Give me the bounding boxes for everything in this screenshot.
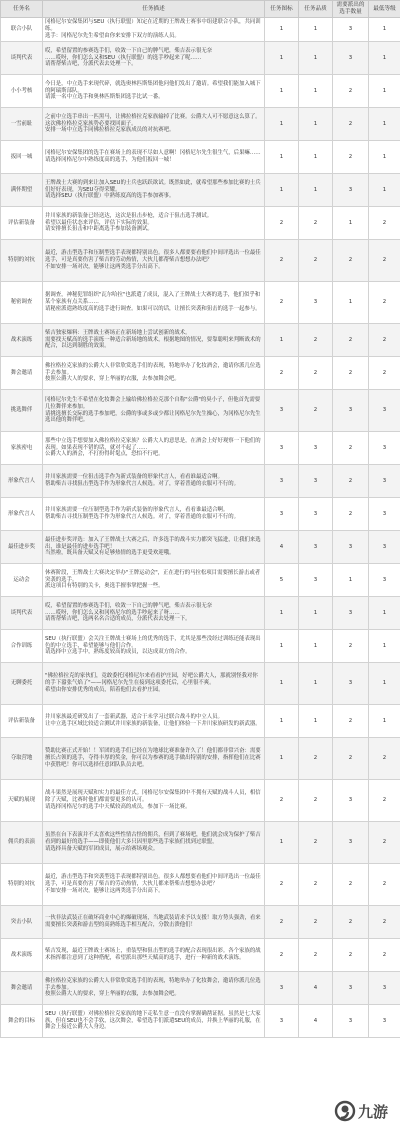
task-icon-cell: 1 xyxy=(265,738,299,780)
player-count-cell: 2 xyxy=(333,906,369,939)
task-desc-cell: 佛拉格拉克家族的公爵大人非常欣赏选手们的表现，特地举办了化妆酒会，邀请你派几位选手去参加。 按照公爵大人的要求，穿上华丽的衣服，去参加舞会吧。 xyxy=(43,357,265,390)
table-row xyxy=(1,630,400,663)
task-name-cell: 特别的対抗 xyxy=(1,240,43,282)
task-desc-cell: 今日是，中立选手来现代碎，就选奥林匹斯集团他问他们发出了邀请。希望我们能加入城下的阿瑞斯部队。 请派一名中立选手和奥林匹斯集团选手比试一番。 xyxy=(43,75,265,108)
min-level-cell: 3 xyxy=(369,390,400,432)
task-icon-cell: 1 xyxy=(265,108,299,141)
table-row xyxy=(1,1005,400,1038)
min-level-cell: 1 xyxy=(369,663,400,705)
task-quality-cell: 2 xyxy=(299,906,333,939)
player-count-cell: 1 xyxy=(333,564,369,597)
task-desc-cell: 哎，希望留置的参赛选手们，收敛一下自己的脾气吧，柴吉表示很无奈 ……哎呀，你们怎么又和SEU（执行联盟）的选手吵起来了呢…… 请帮帮柴吉吧，分派代表去处理一下。 xyxy=(43,42,265,75)
player-count-cell: 2 xyxy=(333,939,369,972)
task-icon-cell: 2 xyxy=(265,240,299,282)
task-name-cell: 战术演练 xyxy=(1,324,43,357)
table-row xyxy=(1,705,400,738)
task-name-cell: 评估新装备 xyxy=(1,207,43,240)
task-icon-cell: 1 xyxy=(265,822,299,864)
player-count-cell: 2 xyxy=(333,705,369,738)
task-name-cell: 形象代言人 xyxy=(1,465,43,498)
player-count-cell: 3 xyxy=(333,18,369,42)
min-level-cell: 2 xyxy=(369,939,400,972)
player-count-cell: 1 xyxy=(333,207,369,240)
task-quality-cell: 3 xyxy=(299,465,333,498)
task-desc-cell: 井川家族最近研发出了一套新武器，适合于未学习过联合战斗的中立人员。 让中立选手区域比较适合测试井川家族的新装备，让他们体验一下井川家族研发的新武器。 xyxy=(43,705,265,738)
task-name-cell: 最佳进步奖 xyxy=(1,531,43,564)
task-name-cell: 联合小队 xyxy=(1,18,43,42)
task-name-cell: 谈判代表 xyxy=(1,597,43,630)
min-level-cell: 3 xyxy=(369,432,400,465)
player-count-cell: 2 xyxy=(333,738,369,780)
task-name-cell: 形象代言人 xyxy=(1,498,43,531)
table-row xyxy=(1,972,400,1005)
player-count-cell: 2 xyxy=(333,108,369,141)
table-row xyxy=(1,906,400,939)
table-row xyxy=(1,174,400,207)
player-count-cell: 2 xyxy=(333,141,369,174)
min-level-cell: 1 xyxy=(369,42,400,75)
min-level-cell: 1 xyxy=(369,174,400,207)
table-row xyxy=(1,498,400,531)
header-task-desc: 任务描述 xyxy=(43,1,265,18)
task-icon-cell: 3 xyxy=(265,432,299,465)
task-desc-cell: SEU（执行联盟）会关注王牌战士赛场上的优秀的选手，尤其是那些没经过训练还能表现出色的中立选手，希望能够与他们合作。 请选择中立选手中，熟练度较高的成员，以达成双方的合作。 xyxy=(43,630,265,663)
task-quality-cell: 2 xyxy=(299,822,333,864)
table-header-row xyxy=(1,1,400,18)
task-icon-cell: 1 xyxy=(265,663,299,705)
task-quality-cell: 2 xyxy=(299,207,333,240)
table-row xyxy=(1,663,400,705)
task-icon-cell: 3 xyxy=(265,1005,299,1038)
task-desc-cell: 之前中立选手串出一匹黑马，让佛拉格拉克家族输掉了比赛。公爵大人可不愿意这么算了。这次佛拉格拉克家族势必要找回面子。 安排一场中立选手同佛拉格拉克家族成员的对抗赛吧。 xyxy=(43,108,265,141)
task-desc-cell: 井川家族需要一位狙击选手作为新式装备的形象代言人，看看谁最适合啊。 帮助柴吉寻找狙击型选手作为形象代言人候选。对了，穿着普通的衣服可不行的。 xyxy=(43,465,265,498)
task-name-cell: 舞会的目标 xyxy=(1,1005,43,1038)
task-name-cell: 突击小队 xyxy=(1,906,43,939)
header-player-count: 需要派出的选手数量 xyxy=(333,1,369,18)
task-quality-cell: 1 xyxy=(299,108,333,141)
table-row xyxy=(1,939,400,972)
task-desc-cell: 哎，希望留置的参赛选手们，收敛一下自己的脾气吧，柴吉表示很无奈 ……哎呀，你们怎么又和冈格尼尔的选手吵起来了呀…… 请帮帮柴吉吧，选两名名合适的成员，分派代表去处理一下。 xyxy=(43,597,265,630)
table-row xyxy=(1,108,400,141)
table-row xyxy=(1,432,400,465)
task-desc-cell: 那些中立选手想要加入佛拉格拉克家族？公爵大人的意思是，在酒会上好好观察一下他们的表现。如果表现不错的话，就对不起了…… 公爵大人的酒会，不打扮得时髦点，恐怕不行吧。 xyxy=(43,432,265,465)
nine-game-logo-icon xyxy=(334,1100,356,1122)
task-quality-cell: 2 xyxy=(299,324,333,357)
table-row xyxy=(1,141,400,174)
task-icon-cell: 1 xyxy=(265,630,299,663)
task-desc-cell: 最佳进步奖评选：加入了王牌战士大赛之后，许多选手的战斗实力都突飞猛进，让我们来选出，谁是最佳的进步选手吧！ 当然啦，既具备天赋又有足够热情的选手更受欢迎哦。 xyxy=(43,531,265,564)
player-count-cell: 1 xyxy=(333,282,369,324)
table-row xyxy=(1,597,400,630)
min-level-cell: 2 xyxy=(369,324,400,357)
task-icon-cell: 1 xyxy=(265,705,299,738)
task-name-cell: 评估新装备 xyxy=(1,705,43,738)
min-level-cell: 3 xyxy=(369,1005,400,1038)
header-task-icon: 任务图标 xyxy=(265,1,299,18)
task-name-cell: 舞会邀请 xyxy=(1,972,43,1005)
task-desc-cell: 虽然在台下表演并不太喜欢这些性情古怪的佣兵，但到了赛场吧，他们就会成为保护了柴吉看到的最好的选手——即使他们大多只因里那些选手家族们找到过联盟， 请选择具备天赋的军团成员，展示给赛场观众。 xyxy=(43,822,265,864)
task-icon-cell: 1 xyxy=(265,141,299,174)
task-quality-cell: 1 xyxy=(299,141,333,174)
task-icon-cell: 1 xyxy=(265,42,299,75)
table-row xyxy=(1,18,400,42)
task-name-cell: 合作训练 xyxy=(1,630,43,663)
min-level-cell: 3 xyxy=(369,498,400,531)
table-row xyxy=(1,780,400,822)
task-quality-cell: 2 xyxy=(299,357,333,390)
task-quality-cell: 2 xyxy=(299,240,333,282)
task-name-cell: 小小考核 xyxy=(1,75,43,108)
table-row xyxy=(1,564,400,597)
min-level-cell: 3 xyxy=(369,972,400,1005)
min-level-cell: 2 xyxy=(369,240,400,282)
min-level-cell: 1 xyxy=(369,597,400,630)
task-name-cell: 特别的対抗 xyxy=(1,864,43,906)
task-desc-cell: 柴吉独家爆料：王牌战士赛场正在新场地上尝试创新的战术。 需要找天赋高的选手演练一种适合新场地的战术。根据地图的情况，要靠聪明来判断战术的配合，以达到制胜的效果。 xyxy=(43,324,265,357)
task-icon-cell: 2 xyxy=(265,864,299,906)
task-desc-cell: "佛拉格拉克的家伙们，竟敢委托冈格尼尔来看看护庄园，好吧公爵大人，那就别怪我对你的手下嚣张气焰了"——冈格尼尔先生在接到这项委托后，心里很不爽。 希望由你安排优秀的成员，陪着他们去看护庄园。 xyxy=(43,663,265,705)
min-level-cell: 2 xyxy=(369,207,400,240)
task-name-cell: 挑选舞伴 xyxy=(1,390,43,432)
task-icon-cell: 5 xyxy=(265,564,299,597)
task-desc-cell: 赞助比赛正式开始！！军团的选手们已经在为地球比赛准备许久了！他们都非常兴奋：需要擅长占领的选手，夺得丰厚的奖金，你可以为参赛的选手做出特别的安排，指挥他们在比赛中获胜吧！你可以选择任意团队队员去吧。 xyxy=(43,738,265,780)
task-quality-cell: 2 xyxy=(299,780,333,822)
table-row xyxy=(1,207,400,240)
task-quality-cell: 1 xyxy=(299,75,333,108)
task-name-cell: 运动会 xyxy=(1,564,43,597)
task-name-cell: 天赋的展现 xyxy=(1,780,43,822)
player-count-cell: 3 xyxy=(333,663,369,705)
task-quality-cell: 1 xyxy=(299,174,333,207)
task-desc-cell: 冈格尼尔安保集团的选手在赛场上的表现不尽如人意啊！冈格尼尔先生很生气，后果嘛…… 请选择冈格尼尔中熟练度高的选手，为他们扳回一城！ xyxy=(43,141,265,174)
task-desc-cell: 佛拉格拉克家族的公爵大人非常欣赏选手们的表现，特地举办了化妆舞会，邀请你派几位选手去参加。 按照公爵大人的要求，穿上华丽的衣服，去参加舞会吧。 xyxy=(43,972,265,1005)
table-row xyxy=(1,864,400,906)
task-quality-cell: 1 xyxy=(299,18,333,42)
task-icon-cell: 3 xyxy=(265,972,299,1005)
task-quality-cell: 2 xyxy=(299,390,333,432)
player-count-cell: 3 xyxy=(333,597,369,630)
task-desc-cell: 据调查，神秘犯罪组织"瓦尔哈拉"也派遣了成员，混入了王牌战士大赛的选手，他们似乎和某个家族有点关系…… 请秘密派遣熟练度高的选手进行调查。如果可以的话，让擅长突袭和狙击的选手一起参与。 xyxy=(43,282,265,324)
task-name-cell: 无聊委托 xyxy=(1,663,43,705)
min-level-cell: 1 xyxy=(369,18,400,42)
player-count-cell: 2 xyxy=(333,864,369,906)
task-desc-cell: 冈格尼尔先生不希望在化妆舞会上输给佛拉格拉克那个自称"公爵"的臭小子，但他首先需要几位舞伴来参加。 请挑选擅长交际的选手参加吧，公爵的事或多或少都让冈格尼尔先生操心，为冈格尼尔先生选出他的舞伴吧。 xyxy=(43,390,265,432)
task-quality-cell: 3 xyxy=(299,282,333,324)
task-quality-cell: 2 xyxy=(299,738,333,780)
table-row xyxy=(1,738,400,780)
player-count-cell: 3 xyxy=(333,822,369,864)
task-name-cell: 战术演练 xyxy=(1,939,43,972)
player-count-cell: 3 xyxy=(333,531,369,564)
min-level-cell: 3 xyxy=(369,465,400,498)
table-row xyxy=(1,390,400,432)
task-icon-cell: 1 xyxy=(265,324,299,357)
min-level-cell: 2 xyxy=(369,738,400,780)
task-name-cell: 一雪前耻 xyxy=(1,108,43,141)
table-row xyxy=(1,75,400,108)
header-task-name: 任务名 xyxy=(1,1,43,18)
task-icon-cell: 2 xyxy=(265,939,299,972)
task-quality-cell: 1 xyxy=(299,630,333,663)
player-count-cell: 3 xyxy=(333,174,369,207)
min-level-cell: 3 xyxy=(369,564,400,597)
task-name-cell: 秘密调查 xyxy=(1,282,43,324)
task-quality-cell: 3 xyxy=(299,531,333,564)
player-count-cell: 2 xyxy=(333,75,369,108)
task-icon-cell: 3 xyxy=(265,390,299,432)
player-count-cell: 2 xyxy=(333,324,369,357)
min-level-cell: 2 xyxy=(369,282,400,324)
min-level-cell: 3 xyxy=(369,531,400,564)
task-quality-cell: 3 xyxy=(299,498,333,531)
task-desc-cell: 休赛阶段，王牌战士大赛决定举办"王牌运动会"，正在进行的马拉松项目需要擅长游击或者突袭的选手。 派这项目有特别的关卡，奥选手擅事掌把握一些。 xyxy=(43,564,265,597)
min-level-cell: 1 xyxy=(369,108,400,141)
table-row xyxy=(1,465,400,498)
task-icon-cell: 3 xyxy=(265,465,299,498)
player-count-cell: 2 xyxy=(333,432,369,465)
task-quality-cell: 1 xyxy=(299,705,333,738)
task-icon-cell: 2 xyxy=(265,906,299,939)
min-level-cell: 2 xyxy=(369,822,400,864)
header-min-level: 最低等级 xyxy=(369,1,400,18)
task-desc-cell: 战斗果然是展现天赋和实力的最佳方式。冈格尼尔安保集团中不拥有天赋的战斗人员，相信除了天赋，比赛时他们都需要更多的认可。 请选择冈格尼尔的选手中天赋较高的成员，参加下一场比赛。 xyxy=(43,780,265,822)
min-level-cell: 1 xyxy=(369,75,400,108)
task-desc-cell: 一伙非法武装正在破坏商业中心的爆破现场，当地武装请求予以支援！取方势头强劲，看来需要擅长突袭和游击型的高熟练选手相互配合，分散击溃他们！ xyxy=(43,906,265,939)
player-count-cell: 3 xyxy=(333,42,369,75)
task-name-cell: 夺取营地 xyxy=(1,738,43,780)
min-level-cell: 2 xyxy=(369,906,400,939)
task-desc-cell: 井川家族的新装备已经送达，这次是狙击步枪，适合于狙击选手测试。 希望以最佳状态来评估，评估下实际的效果。 请安排擅长狙击和中距离选手参加装备测试。 xyxy=(43,207,265,240)
min-level-cell: 1 xyxy=(369,630,400,663)
task-desc-cell: 最近，游击型选手和突袭型选手表现都特别出色。很多人都想要看他们中间评选出一位最佳选手，可是真要伤害了柴吉的劳动热情，大伙儿都来帮柴吉想想办法吧？ 不如安排一场对决，能够让这两类选手分出高下。 xyxy=(43,864,265,906)
table-row xyxy=(1,357,400,390)
task-name-cell: 满怀期望 xyxy=(1,174,43,207)
player-count-cell: 3 xyxy=(333,780,369,822)
task-icon-cell: 1 xyxy=(265,597,299,630)
task-name-cell: 佣兵的表演 xyxy=(1,822,43,864)
task-quality-cell: 4 xyxy=(299,1005,333,1038)
min-level-cell: 1 xyxy=(369,141,400,174)
task-quality-cell: 2 xyxy=(299,939,333,972)
min-level-cell: 2 xyxy=(369,780,400,822)
table-row xyxy=(1,282,400,324)
task-quality-cell: 1 xyxy=(299,597,333,630)
task-icon-cell: 1 xyxy=(265,174,299,207)
task-icon-cell: 2 xyxy=(265,282,299,324)
header-task-quality: 任务品质 xyxy=(299,1,333,18)
task-desc-cell: 王牌战士大赛的到来让加入SEU的士兵也跃跃欲试。既然如此，就希望那些参加比赛的士兵们好好表现，为SEU夺得荣耀。 请选择SEU（执行联盟）中熟练度高的选手参加赛事。 xyxy=(43,174,265,207)
task-quality-cell: 1 xyxy=(299,42,333,75)
player-count-cell: 2 xyxy=(333,357,369,390)
task-desc-cell: 最近，游击型选手和压制型选手表现都特别出色。很多人都要要看他们中间评选出一位最佳选手，可是真要伤害了柴吉的劳动热情，大伙儿都帮柴吉想想办法吧？ 不如安排一场对决，能够让这两类选手分出高下。 xyxy=(43,240,265,282)
min-level-cell: 2 xyxy=(369,357,400,390)
task-name-cell: 舞会邀请 xyxy=(1,357,43,390)
player-count-cell: 3 xyxy=(333,390,369,432)
task-icon-cell: 1 xyxy=(265,75,299,108)
player-count-cell: 2 xyxy=(333,465,369,498)
task-icon-cell: 4 xyxy=(265,531,299,564)
player-count-cell: 3 xyxy=(333,972,369,1005)
task-quality-cell: 3 xyxy=(299,564,333,597)
task-icon-cell: 2 xyxy=(265,207,299,240)
task-name-cell: 谈判代表 xyxy=(1,42,43,75)
task-icon-cell: 1 xyxy=(265,18,299,42)
task-quality-cell: 2 xyxy=(299,864,333,906)
min-level-cell: 1 xyxy=(369,705,400,738)
table-row xyxy=(1,531,400,564)
task-desc-cell: 冈格尼尔安保集团与SEU（执行联盟）知定在近期的王牌战士赛事中组建联合小队，共同训练。 选手：冈格尼尔先生希望由你来安排下双方的演练人员。 xyxy=(43,18,265,42)
table-row xyxy=(1,240,400,282)
task-icon-cell: 2 xyxy=(265,780,299,822)
task-name-cell: 扳回一城 xyxy=(1,141,43,174)
task-name-cell: 家族密电 xyxy=(1,432,43,465)
table-row xyxy=(1,822,400,864)
task-icon-cell: 2 xyxy=(265,357,299,390)
task-desc-cell: 井川家族需要一位压制型选手作为新式装备的形象代言人，看看谁最适合啊。 帮助柴吉寻找压制型选手作为形象代言人候选。对了，穿着普通的衣服可不行的。 xyxy=(43,498,265,531)
player-count-cell: 2 xyxy=(333,630,369,663)
watermark-brand: 九游 xyxy=(358,1102,389,1121)
player-count-cell: 3 xyxy=(333,1005,369,1038)
min-level-cell: 2 xyxy=(369,864,400,906)
table-row xyxy=(1,42,400,75)
task-quality-cell: 3 xyxy=(299,432,333,465)
task-desc-cell: 柴吉发现，最近王牌战士赛场上，重装型和狙击型的选手的配合表现很出彩。各个家族的战术指挥都注意到了这种搭配，希望派出那些天赋高的选手，进行一种新的战术演练。 xyxy=(43,939,265,972)
table-row xyxy=(1,324,400,357)
task-quality-cell: 1 xyxy=(299,663,333,705)
task-icon-cell: 3 xyxy=(265,498,299,531)
task-desc-cell: SEU（执行联盟）对佛拉格拉克家族的地下走私生意一直没有掌握确凿证据。虽然是七大家族，但在SEU也不会手软，这次舞会，希望选手们派遣SEU的成员，并换上华丽的礼服，在舞会上接近公爵大人身边。 xyxy=(43,1005,265,1038)
task-quality-cell: 4 xyxy=(299,972,333,1005)
watermark xyxy=(334,1098,396,1124)
player-count-cell: 2 xyxy=(333,498,369,531)
player-count-cell: 2 xyxy=(333,240,369,282)
